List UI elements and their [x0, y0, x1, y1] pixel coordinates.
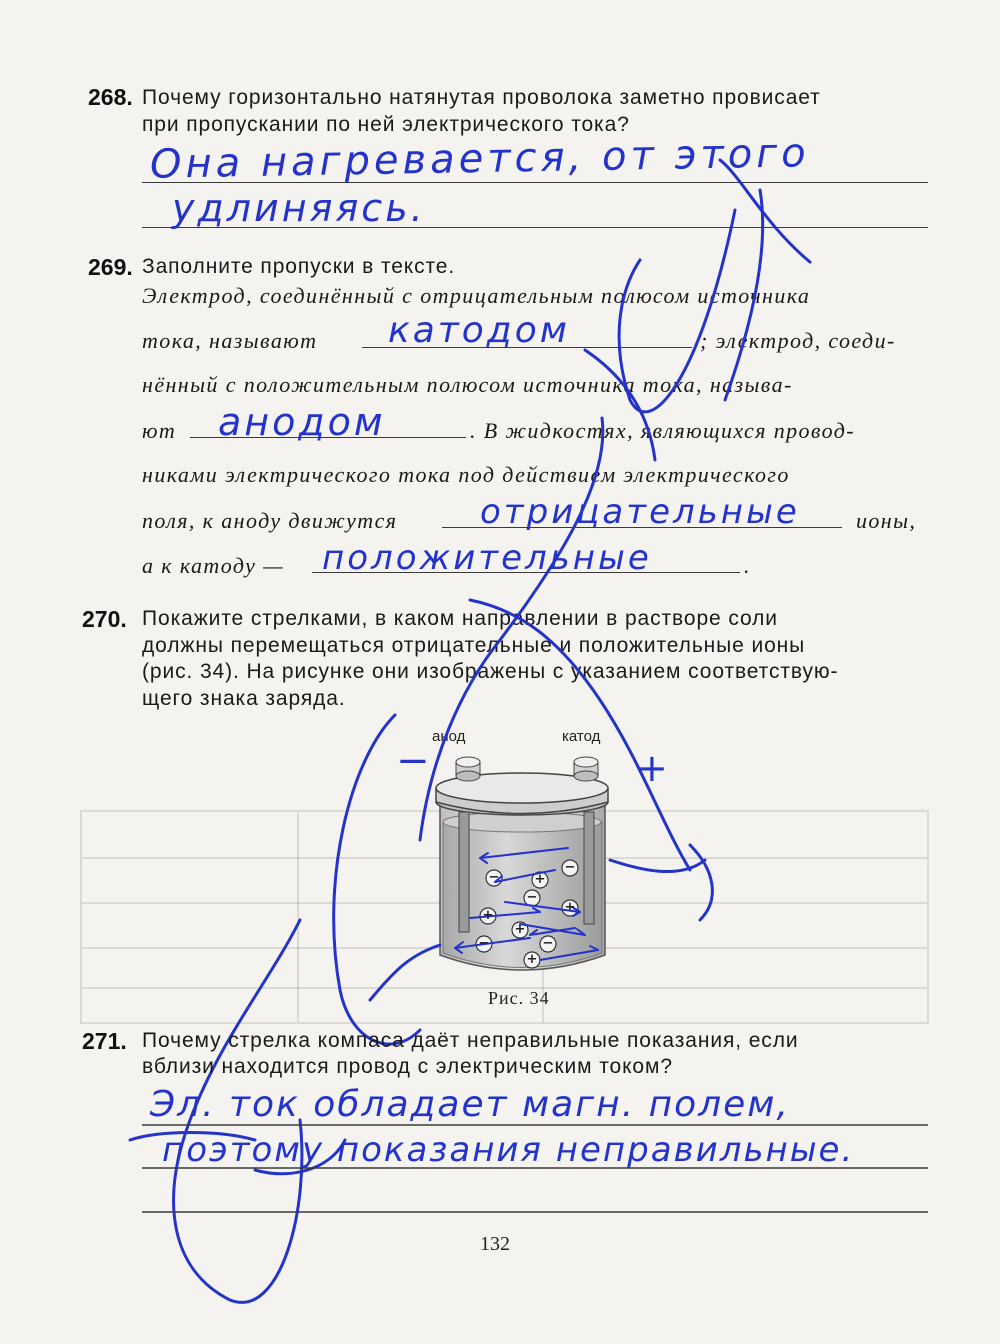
q269-italic-line6a: поля, к аноду движутся: [142, 508, 398, 533]
q270-text-line2: должны перемещаться отрицательные и положительные ионы: [142, 634, 806, 657]
q269-italic-line5: никами электрического тока под действием электрического: [142, 462, 790, 487]
positive-ion-sign: +: [564, 900, 576, 915]
q268-handwritten-answer1: Она нагревается, от этого: [149, 130, 811, 188]
q269-italic-line4b: . В жидкостях, являющихся провод-: [470, 418, 855, 443]
positive-ion-sign: +: [526, 952, 538, 967]
q270-text-line3: (рис. 34). На рисунке они изображены с указанием соответствую-: [142, 660, 839, 683]
figure-label-anode: анод: [432, 728, 466, 745]
negative-ion-sign: −: [526, 890, 538, 905]
question-number-268: 268.: [88, 84, 133, 110]
q268-handwritten-answer2: удлиняясь.: [172, 186, 426, 230]
q268-text-line1: Почему горизонтально натянутая проволока заметно провисает: [142, 86, 821, 109]
positive-ion-sign: +: [534, 872, 546, 887]
cathode-terminal: [574, 757, 598, 781]
positive-ion-sign: +: [514, 922, 526, 937]
q269-italic-line2a: тока, называют: [142, 328, 318, 353]
figure-caption: Рис. 34: [488, 988, 550, 1008]
q271-text-line1: Почему стрелка компаса даёт неправильные показания, если: [142, 1029, 799, 1052]
positive-ion-sign: +: [482, 908, 494, 923]
page-number: 132: [480, 1233, 510, 1255]
figure-label-cathode: катод: [562, 728, 601, 745]
q269-text-line1: Заполните пропуски в тексте.: [142, 255, 456, 278]
negative-ion-sign: −: [488, 870, 500, 885]
question-number-271: 271.: [82, 1028, 127, 1054]
handwritten-minus-sign: −: [396, 738, 430, 784]
question-number-270: 270.: [82, 606, 127, 632]
q271-handwritten-answer2: поэтому показания неправильные.: [162, 1130, 855, 1170]
anode-terminal: [456, 757, 480, 781]
negative-ion-sign: −: [542, 936, 554, 951]
q269-italic-line3: нённый с положительным полюсом источника тока, называ-: [142, 372, 793, 397]
question-number-269: 269.: [88, 254, 133, 280]
q270-text-line4: щего знака заряда.: [142, 687, 346, 710]
negative-ion-sign: −: [478, 936, 490, 951]
q269-italic-line2b: ; электрод, соеди-: [700, 328, 896, 353]
q269-fill-negative: отрицательные: [480, 492, 800, 532]
q268-text-line2: при пропускании по ней электрического тока?: [142, 113, 630, 136]
q270-text-line1: Покажите стрелками, в каком направлении в растворе соли: [142, 607, 778, 630]
q269-italic-line7a: а к катоду —: [142, 553, 285, 578]
handwritten-plus-sign: +: [636, 746, 668, 790]
q269-italic-line1: Электрод, соединённый с отрицательным полюсом источника: [142, 283, 811, 308]
q269-italic-line6b: ионы,: [856, 508, 917, 533]
q269-fill-cathode: катодом: [388, 310, 570, 351]
q269-italic-line4a: ют: [142, 418, 177, 443]
q269-italic-line7b: .: [744, 553, 751, 578]
q271-text-line2: вблизи находится провод с электрическим током?: [142, 1055, 673, 1078]
q269-fill-positive: положительные: [322, 538, 652, 578]
q269-fill-anode: анодом: [218, 400, 386, 444]
negative-ion-sign: −: [564, 860, 576, 875]
q271-handwritten-answer1: Эл. ток обладает магн. полем,: [150, 1084, 790, 1125]
